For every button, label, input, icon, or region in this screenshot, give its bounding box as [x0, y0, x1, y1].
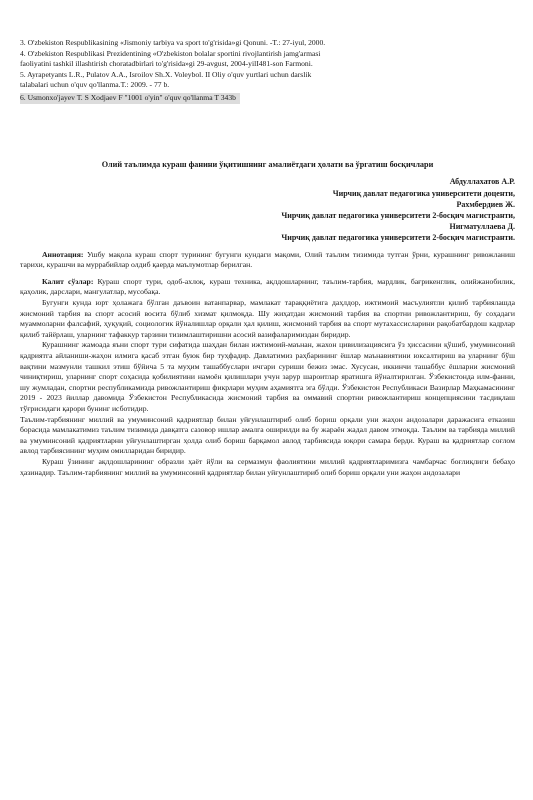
author-affiliation: Чирчиқ давлат педагогика университети доценти,	[332, 188, 515, 198]
body-paragraph-3: Таълим-тарбиянинг миллий ва умуминсоний қадриятлар билан уйғунлаштириб олиб бориш орқали уни жаҳон андозалари даражасига етказиш борасида мамлакатимиз таълим тизимида давқатга сазовор ишлар амалга оширилди ва бу жараён жадал давом этмоқда. Таълим ва тарбияда миллий ва умуминсоний қадриятларни уйғунлаштирган ҳолда олиб бориш барқамол авлод тарбиясида юқори самара берди. Кураш ва қадриятлар соғлом авлод тарбиясининг муҳим омилларидан биридир.	[20, 414, 515, 456]
reference-3: 3. O'zbekiston Respublikasining «Jismoniy tarbiya va sport to'g'risida»gi Qonuni. -T.: 27-iyul, 2000.	[20, 38, 326, 47]
body-paragraph-2: Курашнинг жамоада яъни спорт тури сифатида шаҳдан билан ижтимоий-маънан, жахон цивилизациясига ўз ҳиссасини қўшиб, умуминсоний қадриятга айланиши-жаҳон илмига қасаб этган буюк бир туҳфадир. Давлатимиз раҳбарининг ёшлар маънавиятини юксалтириш ва уларнинг бўш вақтини мазмунли ташкил этиш бўйича 5 та муҳим ташаббуслари ичгари суриши бежиз эмас. Хусусан, иккинчи ташаббус ёшларни жисмоний чиниқтириш, уларнинг спорт соҳасида қобилиятини намоён қилишлари учун зарур шароитлар яратишга йўналтирилган. Ўзбекистонда илм-фанни, шу жумладан, спортни республикамизда ривожлантириш фикрлари муҳим аҳамиятга эга бўлди. Ўзбекистон Республикаси Вазирлар Маҳкамасининг 2019 - 2023 йиллар давомида Ўзбекистон Республикасида жисмоний тарбия ва оммавий спортни ривожлантириш концепциясини тасдиқлаш тўғрисидаги қарори бунинг исботидир.	[20, 340, 515, 413]
reference-4: 4. O'zbekiston Respublikasi Prezidentining «O'zbekiston bolalar sportini rivojlantirish jamg'armasi	[20, 48, 321, 58]
abstract-label: Аннотация:	[42, 249, 84, 259]
abstract-text: Ушбу мақола кураш спорт турининг бугунги кундаги мақоми, Олий таълим тизимида тутган ўрни, курашнинг ривожланиш тарихи, курашчи ва муррабийлар олдиб қаерда маълумотлар берилган.	[20, 249, 516, 270]
author-name: Рахмбердиев Ж.	[456, 199, 515, 209]
body-paragraph-1: Бугунги кунда юрт ҳолажага бўлган даъвоин ватанпарвар, мамлакат тараққиётига даҳлдор, ижтимоий масъулиятли қилиб тарбиялашда жисмоний тарбия ва спорт асосий восита бўлиб хизмат қилмоқда. Шу жиҳатдан жисмоний тарбия ва спортни ривожлантириш, бу соҳадаги муаммоларни фалсафий, ҳуқуқий, социологик йўналишлар орқали ҳал қилиш, жисмоний тарбия ва спорт мутахассисларини рақобатбардош кадрлар қилиб тайёрлаш, уларнинг тафаккур тарзини тизимлаштиришни асосий вазифаларимиздан биридир.	[20, 298, 515, 339]
body-paragraph-4: Кураш ўзининг ақлдошларининг образли ҳаёт йўли ва сермазмун фаолиятини миллий қадриятларимизга чамбарчас боғлиқлиги бебаҳо ҳазинадир. Таълим-тарбиянинг миллий ва умуминсоний қадриятлар билан уйғунлаштириб олиб бориш орқали уни жаҳон андозалари	[20, 456, 515, 477]
author-name: Абдуллахатов А.Р.	[449, 177, 515, 187]
reference-5: 5. Ayrapetyants L.R., Pulatov A.A., Isroilov Sh.X. Voleybol. II Oliy o'quv yurtlari uchun darslik	[20, 69, 312, 79]
keywords	[20, 277, 515, 298]
author-block	[20, 176, 515, 243]
keywords-text: Кураш спорт тури, одоб-ахлоқ, кураш техника, ақлдошларнинг, таълим-тарбия, мардлик, бағрикенглик, олийжанобилик, қаҳолик, дарслари, мангулатлар, мусобақа.	[20, 276, 515, 297]
article-title: Олий таълимда кураш фанини ўқитишнинг амалиётдаги ҳолати ва ўргатиш босқичлари	[101, 159, 434, 169]
reference-6-highlighted: 6. Usmonxo'jayev T. S Xodjaev F "1001 o'yin" o'quv qo'llanma T 343b	[20, 93, 240, 104]
reference-4-continued: faoliyatini tashkil illashtirish choratadbirlari to'g'risida»gi 29-avgust, 2004-yilI481-son Farmoni.	[20, 59, 313, 69]
references-list	[20, 38, 515, 109]
author-affiliation: Чирчиқ давлат педагогика университети 2-босқич магистранти,	[281, 211, 515, 221]
author-affiliation: Чирчиқ давлат педагогика университети 2-босқич магистранти.	[281, 233, 515, 243]
keywords-label: Калит сўзлар:	[42, 276, 94, 286]
author-name: Нигматуллаева Д.	[449, 222, 515, 232]
abstract	[20, 250, 515, 271]
reference-5-continued: talabalari uchun o'quv qo'llanma.T.: 2009. - 77 b.	[20, 80, 170, 90]
